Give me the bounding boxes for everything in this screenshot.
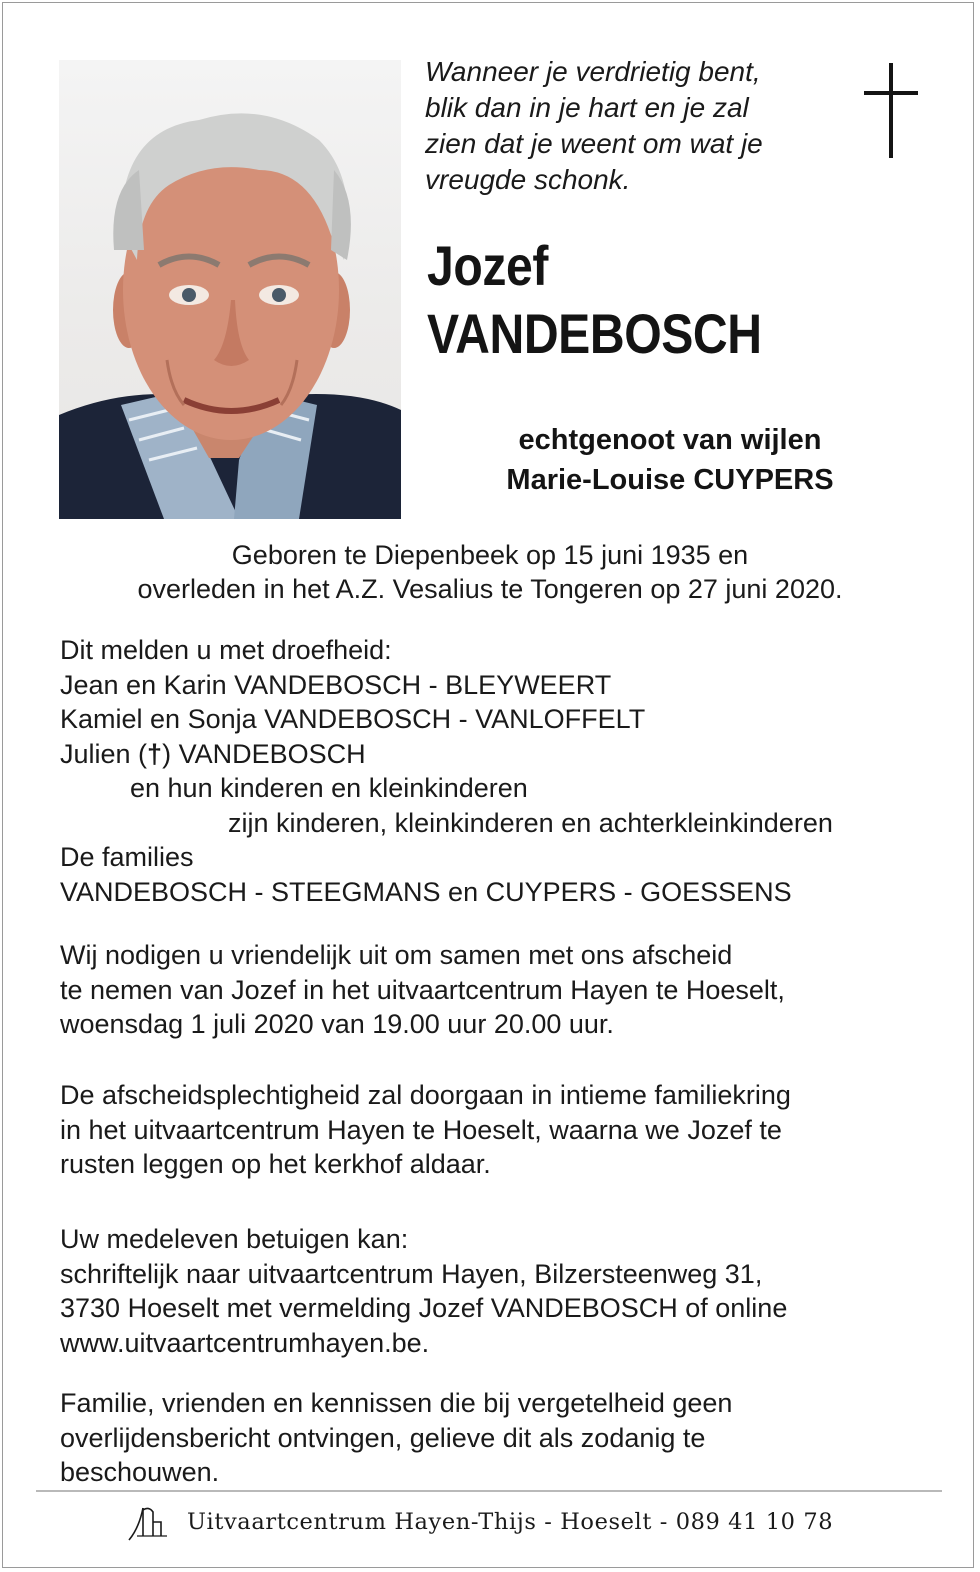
paragraph-line: Uw medeleven betuigen kan: <box>60 1224 409 1254</box>
footer-contact: Uitvaartcentrum Hayen-Thijs - Hoeselt - 089 41 10 78 <box>187 1509 834 1535</box>
quote-line: Wanneer je verdrietig bent, <box>425 56 761 87</box>
ceremony-paragraph <box>60 1078 791 1182</box>
footer-divider <box>36 1490 942 1492</box>
website-text: www.uitvaartcentrumhayen.be. <box>60 1327 430 1358</box>
footer <box>125 1500 833 1544</box>
funeral-home-logo-icon <box>125 1502 171 1542</box>
deceased-name <box>427 232 762 368</box>
mourners-section <box>60 633 833 909</box>
mourner-line: zijn kinderen, kleinkinderen en achterkleinkinderen <box>228 807 833 838</box>
deceased-cross-icon: † <box>147 738 163 769</box>
deceased-first-name: Jozef <box>427 234 548 297</box>
mourner-line: VANDEBOSCH - STEEGMANS en CUYPERS - GOESSENS <box>60 876 792 907</box>
cross-icon <box>864 63 918 158</box>
deceased-last-name: VANDEBOSCH <box>427 302 762 365</box>
notice-paragraph <box>60 1386 732 1490</box>
mourner-text: ) VANDEBOSCH <box>162 738 366 769</box>
paragraph-line: woensdag 1 juli 2020 van 19.00 uur 20.00 uur. <box>60 1009 614 1039</box>
paragraph-line: beschouwen. <box>60 1457 220 1487</box>
mourner-text: Julien ( <box>60 738 148 769</box>
portrait-illustration <box>59 60 401 519</box>
paragraph-line: rusten leggen op het kerkhof aldaar. <box>60 1149 491 1179</box>
birth-death-info <box>40 538 940 606</box>
paragraph-line: overlijdensbericht ontvingen, gelieve dit als zodanig te <box>60 1422 706 1453</box>
paragraph-line: De afscheidsplechtigheid zal doorgaan in intieme familiekring <box>60 1080 791 1110</box>
portrait-photo <box>59 60 401 519</box>
mourner-line: Jean en Karin VANDEBOSCH - BLEYWEERT <box>60 669 612 700</box>
paragraph-line: 3730 Hoeselt met vermelding Jozef VANDEBOSCH of online <box>60 1293 788 1323</box>
death-line: overleden in het A.Z. Vesalius te Tongeren op 27 juni 2020. <box>137 574 843 604</box>
spouse-info <box>420 420 920 500</box>
quote-line: zien dat je weent om wat je <box>425 128 763 159</box>
paragraph-line: Familie, vrienden en kennissen die bij vergetelheid geen <box>60 1388 733 1418</box>
birth-line: Geboren te Diepenbeek op 15 juni 1935 en <box>231 540 749 570</box>
spouse-line: echtgenoot van wijlen <box>518 424 822 456</box>
memorial-quote <box>425 54 845 198</box>
paragraph-line: in het uitvaartcentrum Hayen te Hoeselt, waarna we Jozef te <box>60 1114 782 1145</box>
condolences-paragraph <box>60 1222 787 1360</box>
mourner-line <box>60 737 833 772</box>
paragraph-line: te nemen van Jozef in het uitvaartcentrum Hayen te Hoeselt, <box>60 974 785 1005</box>
spouse-line: Marie-Louise CUYPERS <box>506 464 834 496</box>
paragraph-line: Wij nodigen u vriendelijk uit om samen met ons afscheid <box>60 940 733 970</box>
mourner-line: en hun kinderen en kleinkinderen <box>130 773 528 803</box>
quote-line: vreugde schonk. <box>425 164 631 195</box>
invitation-paragraph <box>60 938 785 1042</box>
quote-line: blik dan in je hart en je zal <box>425 92 749 123</box>
mourner-line: De families <box>60 842 194 872</box>
paragraph-line: schriftelijk naar uitvaartcentrum Hayen, Bilzersteenweg 31, <box>60 1258 763 1289</box>
mourner-line: Kamiel en Sonja VANDEBOSCH - VANLOFFELT <box>60 704 646 734</box>
mourners-intro: Dit melden u met droefheid: <box>60 635 392 665</box>
